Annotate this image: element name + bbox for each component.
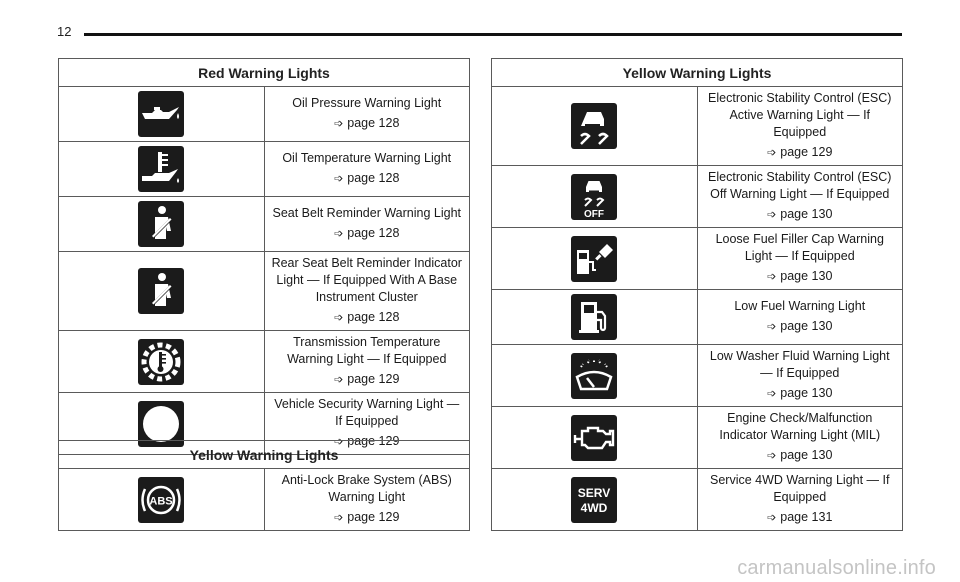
- table-row: [492, 228, 903, 290]
- abs-icon: [138, 477, 184, 523]
- page-reference-link[interactable]: ➩ page 129: [704, 144, 897, 162]
- esc-off-icon: [571, 174, 617, 220]
- arrow-icon: ➩: [767, 271, 777, 283]
- table-row: [59, 197, 470, 252]
- row-label: Service 4WD Warning Light — If Equipped: [710, 473, 890, 504]
- row-label: Low Washer Fluid Warning Light — If Equipped: [709, 349, 890, 380]
- arrow-icon: ➩: [334, 436, 344, 448]
- arrow-icon: ➩: [767, 388, 777, 400]
- table-title: Red Warning Lights: [59, 59, 470, 87]
- table-row: [59, 252, 470, 331]
- yellow-warning-lights-table-right: [491, 58, 903, 531]
- table-row: [59, 469, 470, 531]
- row-label: Anti-Lock Brake System (ABS) Warning Light: [281, 473, 452, 504]
- table-row: [492, 166, 903, 228]
- table-row: [492, 345, 903, 407]
- page-reference-link[interactable]: ➩ page 128: [271, 115, 464, 133]
- table-title: Yellow Warning Lights: [492, 59, 903, 87]
- arrow-icon: ➩: [334, 374, 344, 386]
- page-reference-link[interactable]: ➩ page 130: [704, 385, 897, 403]
- table-row: [59, 87, 470, 142]
- red-warning-lights-table: [58, 58, 470, 455]
- low-washer-fluid-icon: [571, 353, 617, 399]
- row-label: Rear Seat Belt Reminder Indicator Light — If Equipped With A Base Instrument Cluster: [271, 256, 462, 304]
- arrow-icon: ➩: [767, 147, 777, 159]
- svg-text:SERV: SERV: [578, 485, 611, 500]
- row-label: Low Fuel Warning Light: [734, 299, 866, 313]
- arrow-icon: ➩: [767, 321, 777, 333]
- page-number: 12: [57, 24, 72, 39]
- oil-temperature-icon: [138, 146, 184, 192]
- row-label: Electronic Stability Control (ESC) Active Warning Light — If Equipped: [708, 91, 892, 139]
- row-label: Engine Check/Malfunction Indicator Warning Light (MIL): [719, 411, 881, 442]
- arrow-icon: ➩: [767, 450, 777, 462]
- low-fuel-icon: [571, 294, 617, 340]
- table-row: [492, 407, 903, 469]
- svg-text:4WD: 4WD: [580, 500, 608, 515]
- table-row: [492, 469, 903, 531]
- yellow-warning-lights-table-left: [58, 440, 470, 531]
- arrow-icon: ➩: [334, 512, 344, 524]
- arrow-icon: ➩: [334, 312, 344, 324]
- table-title: Yellow Warning Lights: [59, 441, 470, 469]
- row-label: Loose Fuel Filler Cap Warning Light — If Equipped: [715, 232, 884, 263]
- row-label: Electronic Stability Control (ESC) Off Warning Light — If Equipped: [708, 170, 892, 201]
- page-reference-link[interactable]: ➩ page 129: [271, 371, 464, 389]
- service-4wd-icon: [571, 477, 617, 523]
- arrow-icon: ➩: [767, 209, 777, 221]
- page-reference-link[interactable]: ➩ page 129: [271, 509, 464, 527]
- page-reference-link[interactable]: ➩ page 128: [271, 309, 464, 327]
- page-reference-link[interactable]: ➩ page 130: [704, 447, 897, 465]
- oil-pressure-icon: [138, 91, 184, 137]
- engine-check-icon: [571, 415, 617, 461]
- table-row: [59, 142, 470, 197]
- table-row: [59, 331, 470, 393]
- transmission-temperature-icon: [138, 339, 184, 385]
- rear-seat-belt-icon: [138, 268, 184, 314]
- row-label: Seat Belt Reminder Warning Light: [272, 206, 462, 220]
- svg-text:ABS: ABS: [149, 495, 173, 507]
- header-rule: [84, 33, 902, 36]
- page-reference-link[interactable]: ➩ page 128: [271, 170, 464, 188]
- svg-text:OFF: OFF: [584, 208, 605, 220]
- row-label: Oil Pressure Warning Light: [292, 96, 442, 110]
- page-reference-link[interactable]: ➩ page 130: [704, 206, 897, 224]
- esc-active-icon: [571, 103, 617, 149]
- row-label: Oil Temperature Warning Light: [282, 151, 452, 165]
- page-reference-link[interactable]: ➩ page 128: [271, 225, 464, 243]
- arrow-icon: ➩: [334, 173, 344, 185]
- page-reference-link[interactable]: ➩ page 130: [704, 268, 897, 286]
- seat-belt-icon: [138, 201, 184, 247]
- page-reference-link[interactable]: ➩ page 131: [704, 509, 897, 527]
- table-row: [492, 290, 903, 345]
- row-label: Transmission Temperature Warning Light — If Equipped: [287, 335, 447, 366]
- table-row: [492, 87, 903, 166]
- page-reference-link[interactable]: ➩ page 129: [271, 433, 464, 451]
- watermark: carmanualsonline.info: [737, 557, 936, 579]
- loose-fuel-cap-icon: [571, 236, 617, 282]
- page-reference-link[interactable]: ➩ page 130: [704, 318, 897, 336]
- arrow-icon: ➩: [334, 228, 344, 240]
- arrow-icon: ➩: [767, 512, 777, 524]
- row-label: Vehicle Security Warning Light — If Equipped: [274, 397, 460, 428]
- arrow-icon: ➩: [334, 118, 344, 130]
